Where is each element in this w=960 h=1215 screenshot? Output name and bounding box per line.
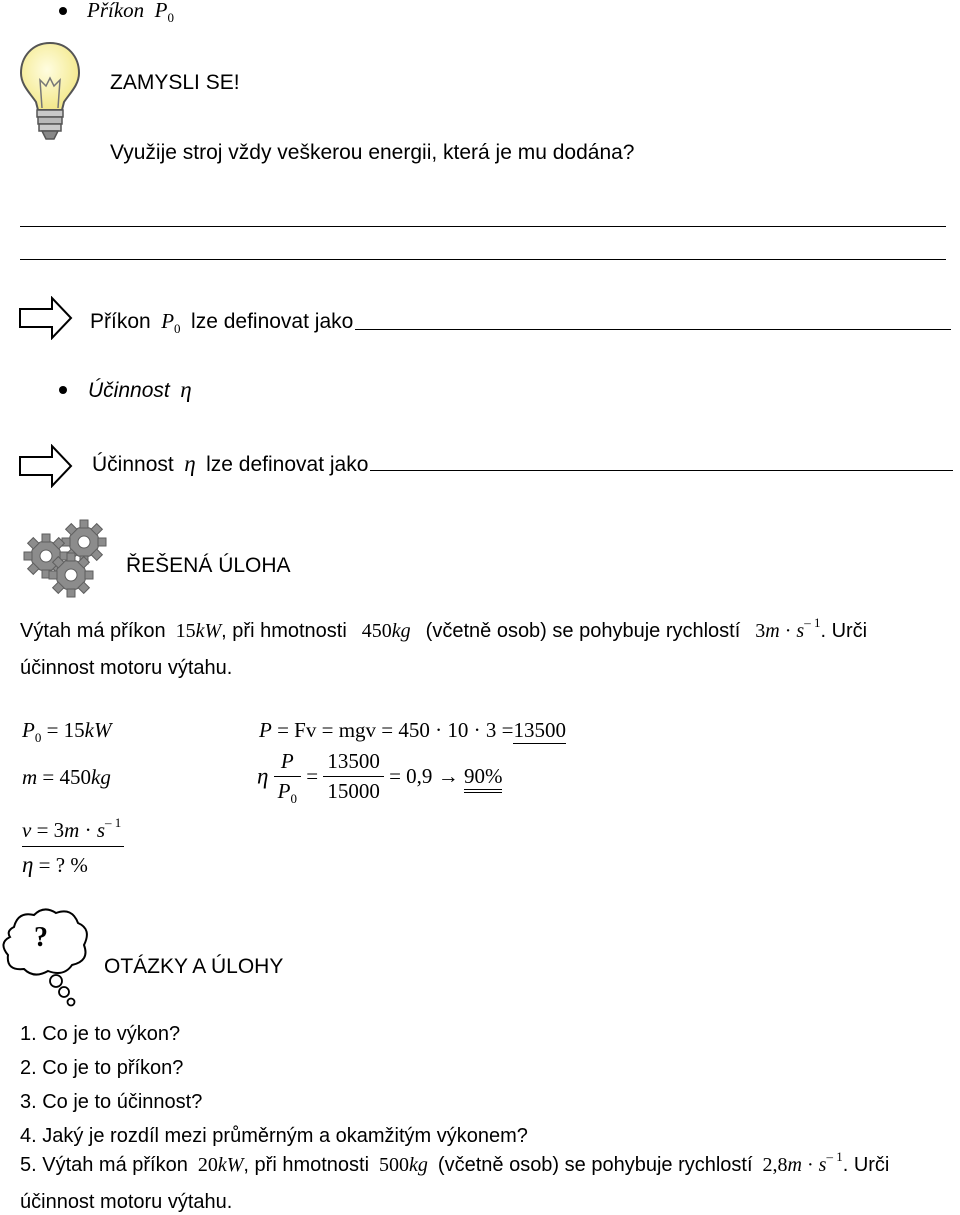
solved-heading: ŘEŠENÁ ÚLOHA [126, 554, 291, 577]
arrow-icon: → [437, 764, 459, 788]
answer-line [20, 259, 946, 260]
fraction-p-over-p0: $\frac{P}{P_0}$ [274, 749, 301, 804]
arrow-right-icon [18, 444, 74, 488]
question-2: 2. Co je to příkon? [20, 1057, 184, 1079]
question-5-line2: účinnost motoru výtahu. [20, 1191, 233, 1213]
thought-bubble-icon [0, 905, 92, 1007]
question-5-line1: 5. Výtah má příkon 20kW, při hmotnosti 500kg (včetně osob) se pohybuje rychlostí $2,8m \cdot s^{- 1}$. Urči [20, 1149, 890, 1176]
bullet-dot [59, 7, 67, 15]
question-1: 1. Co je to výkon? [20, 1023, 181, 1045]
given-p0: $P_0 = 15kW$ [22, 718, 112, 745]
question-4: 4. Jaký je rozdíl mezi průměrným a okamžitým výkonem? [20, 1125, 528, 1147]
solved-text-line1: Výtah má příkon 15kW, při hmotnosti 450kg (včetně osob) se pohybuje rychlostí $3m \cdot s^{- 1}$. Urči [20, 615, 868, 642]
answer-line [370, 470, 953, 471]
lightbulb-icon [18, 40, 82, 144]
questions-heading: OTÁZKY A ÚLOHY [104, 955, 284, 978]
bubble-question-mark: ? [34, 922, 48, 953]
def-prikon: Příkon $P_0$ lze definovat jako [90, 309, 354, 336]
solved-text-line2: účinnost motoru výtahu. [20, 657, 233, 679]
answer-line [355, 329, 951, 330]
given-v: $v = 3m \cdot s^{- 1}$ [22, 815, 122, 842]
given-m: m = 450kg [22, 765, 111, 789]
gears-icon [18, 518, 110, 598]
fraction-values: $\frac{13500}{15000}$ [323, 749, 384, 804]
given-divider [22, 846, 124, 847]
def-ucinnost: Účinnost η lze definovat jako [92, 451, 369, 476]
think-heading: ZAMYSLI SE! [110, 71, 240, 94]
solution-line1: P = Fv = mgv = 450 · 10 · 3 =13500 [259, 718, 566, 742]
bullet-ucinnost: Účinnost η [88, 377, 192, 402]
think-question: Využije stroj vždy veškerou energii, která je mu dodána? [110, 141, 635, 164]
answer-line [20, 226, 946, 227]
question-3: 3. Co je to účinnost? [20, 1091, 203, 1113]
bullet-dot [59, 386, 67, 394]
solution-line2: η $\frac{P}{P_0}$ = $\frac{13500}{15000}$ = 0,9 → 90% [257, 749, 503, 806]
given-eta: η = ? % [22, 852, 88, 877]
bullet-prikon: Příkon $P_0$ [87, 0, 174, 25]
arrow-right-icon [18, 296, 74, 340]
